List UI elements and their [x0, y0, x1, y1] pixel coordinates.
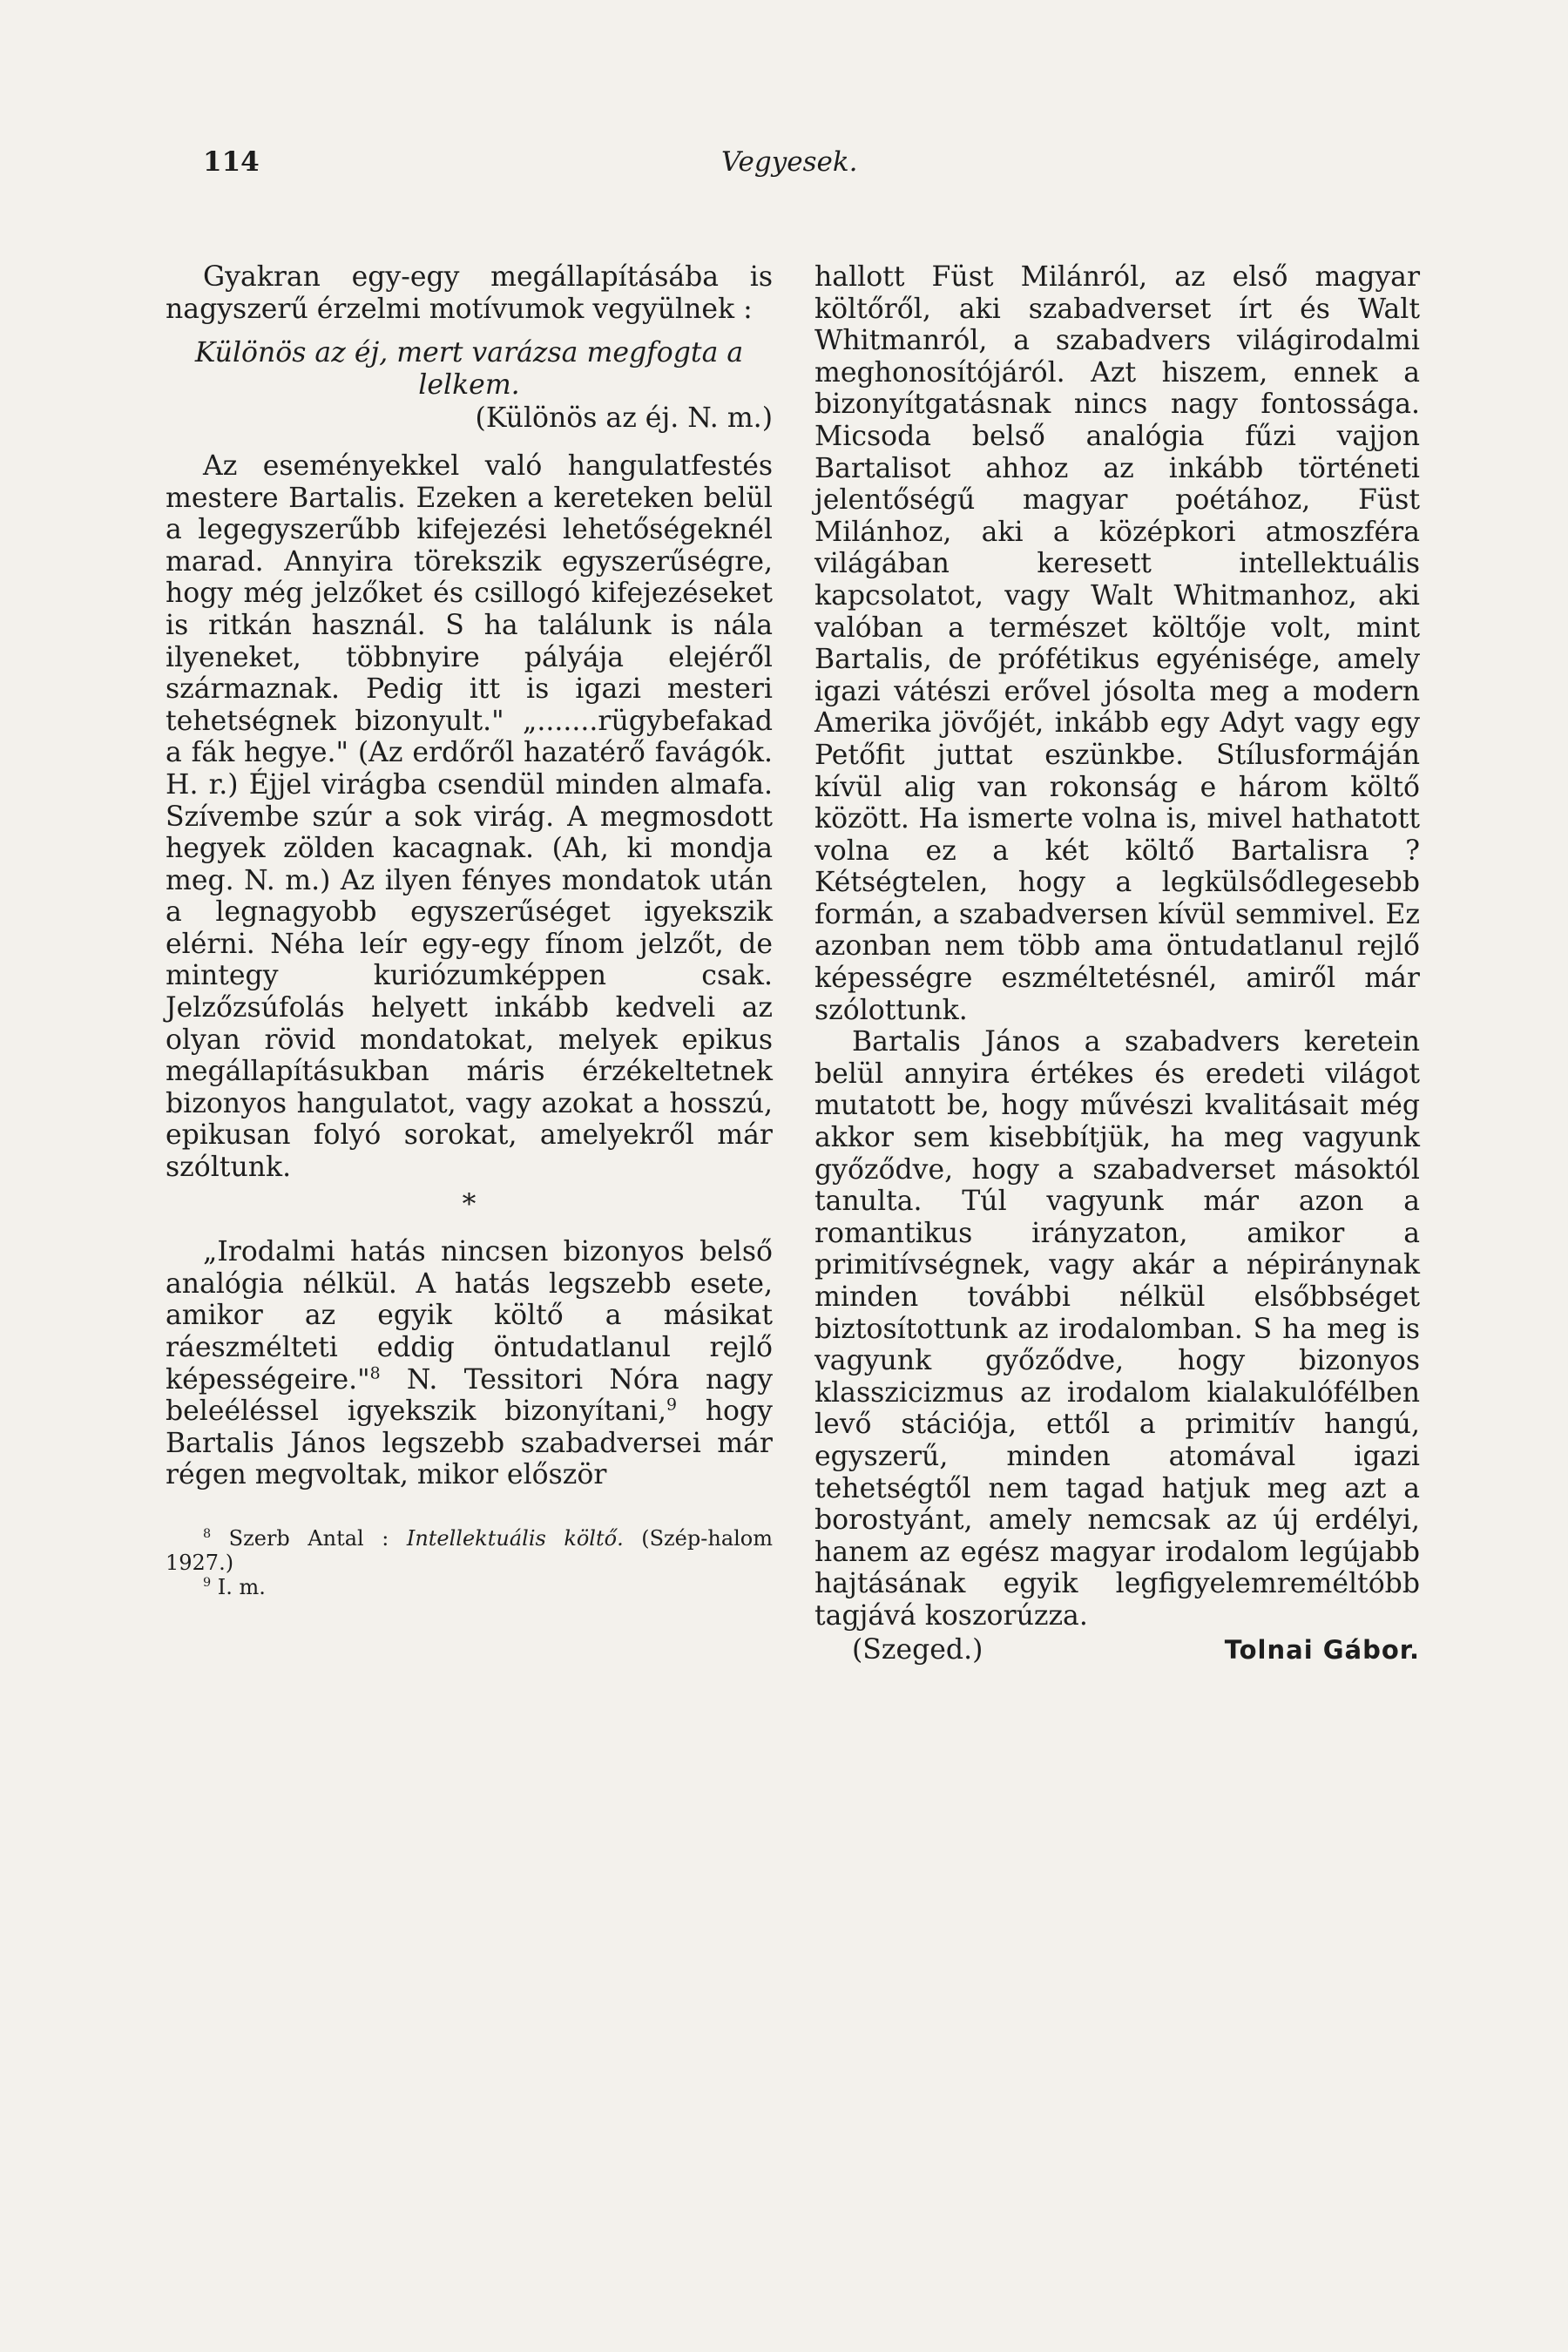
footnote-8-number: 8 [203, 1526, 212, 1541]
paragraph-influence-part-c: hogy Bartalis János legszebb szabadversei már régen megvoltak, mikor először [166, 1396, 773, 1491]
paragraph-influence [166, 1236, 773, 1491]
left-column [166, 261, 773, 1599]
footnote-8-source: (Szép-halom 1927.) [166, 1525, 774, 1575]
paragraph-intro: Gyakran egy-egy megállapításába is nagyszerű érzelmi motívumok vegyülnek : [166, 261, 773, 325]
footnote-8 [166, 1526, 773, 1575]
verse-quote: Különös az éj, mert varázsa megfogta a lelkem. [194, 337, 744, 401]
footnotes [166, 1526, 773, 1599]
paragraph-main: Az eseményekkel való hangulatfestés mestere Bartalis. Ezeken a kereteken belül a legegyszerűbb kifejezési lehetőségeknél marad. Annyira törekszik egyszerűségre, hogy még jelzőket és csillogó kifejezéseket is ritkán használ. S ha találunk is nála ilyeneket, többnyire pályája elejéről származnak. Pedig itt is igazi mesteri tehetségnek bizonyult." „.......rügybefakad a fák hegye." (Az erdőről hazatérő favágók. H. r.) Éjjel virágba csendül minden almafa. Szívembe szúr a sok virág. A megmosdott hegyek zölden kacagnak. (Ah, ki mondja meg. N. m.) Az ilyen fényes mondatok után a legnagyobb egyszerűséget igyekszik elérni. Néha leír egy-egy fínom jelzőt, de mintegy kuriózumképpen csak. Jelzőzsúfolás helyett inkább kedveli az olyan rövid mondatokat, melyek epikus megállapításukban máris érzékeltetnek bizonyos hangulatot, vagy azokat a hosszú, epikusan folyó sorokat, amelyekről már szóltunk. [166, 449, 773, 1184]
footnote-8-title: Intellektuális költő. [406, 1525, 624, 1551]
paragraph-influence-part-a: „Irodalmi hatás nincsen bizonyos belső analógia nélkül. A hatás legszebb esete, amikor az egyik költő a másikat ráeszmélteti eddig öntudatlanul rejlő képességeire." [166, 1236, 773, 1396]
paragraph-influence-part-b: N. Tessitori Nóra nagy beleéléssel igyekszik bizonyítani, [166, 1363, 773, 1428]
page-header [203, 146, 1423, 190]
paragraph-conclusion: Bartalis János a szabadvers keretein belül annyira értékes és eredeti világot mutatott be, hogy művészi kvalitásait még akkor sem kisebbítjük, ha meg vagyunk győződve, hogy a szabadverset másoktól tanulta. Túl vagyunk már azon a romantikus irányzaton, amikor a primitívségnek, vagy akár a népiránynak minden további nélkül elsőbbséget biztosítottunk az irodalomban. S ha meg is vagyunk győződve, hogy bizonyos klasszicizmus az irodalom kialakulófélben levő stációja, ettől a primitív hangú, egyszerű, minden atomával igazi tehetségtől nem tagad hatjuk meg azt a borostyánt, amely nemcsak az új erdélyi, hanem az egész magyar irodalom legújabb hajtásának egyik legfigyelemreméltóbb tagjává koszorúzza. [814, 1026, 1420, 1632]
footnote-9 [166, 1575, 773, 1599]
page-number: 114 [203, 146, 260, 178]
footnote-ref-9: 9 [666, 1395, 677, 1415]
running-head: Vegyesek. [721, 146, 858, 178]
footnote-8-author: Szerb Antal : [211, 1525, 407, 1551]
section-separator: * [462, 1188, 476, 1220]
footnote-9-text: I. m. [211, 1574, 266, 1599]
paragraph-continuation: hallott Füst Milánról, az első magyar költőről, aki szabadverset írt és Walt Whitmanról, a szabadvers világirodalmi meghonosítójáról. Azt hiszem, ennek a bizonyítgatásnak nincs nagy fontossága. Micsoda belső analógia fűzi vajjon Bartalisot ahhoz az inkább történeti jelentőségű magyar poétához, Füst Milánhoz, aki a középkori atmoszféra világában keresett intellektuális kapcsolatot, vagy Walt Whitmanhoz, aki valóban a természet költője volt, mint Bartalis, de prófétikus egyénisége, amely igazi vátészi erővel jósolta meg a modern Amerika jövőjét, inkább egy Adyt vagy egy Petőfit juttat eszünkbe. Stílusformáján kívül alig van rokonság e három költő között. Ha ismerte volna is, mivel hathatott volna ez a két költő Bartalisra ? Kétségtelen, hogy a legkülsődlegesebb formán, a szabadversen kívül semmivel. Ez azonban nem több ama öntudatlanul rejlő képességre eszméltetésnél, amiről már szólottunk. [814, 261, 1420, 1026]
footnote-9-number: 9 [203, 1575, 212, 1590]
signature-author: Tolnai Gábor. [1224, 1634, 1420, 1665]
verse-reference: (Különös az éj. N. m.) [475, 402, 773, 435]
signature-place: (Szeged.) [852, 1633, 983, 1666]
footnote-ref-8: 8 [369, 1363, 381, 1383]
right-column [814, 261, 1420, 1666]
signature [814, 1634, 1420, 1666]
